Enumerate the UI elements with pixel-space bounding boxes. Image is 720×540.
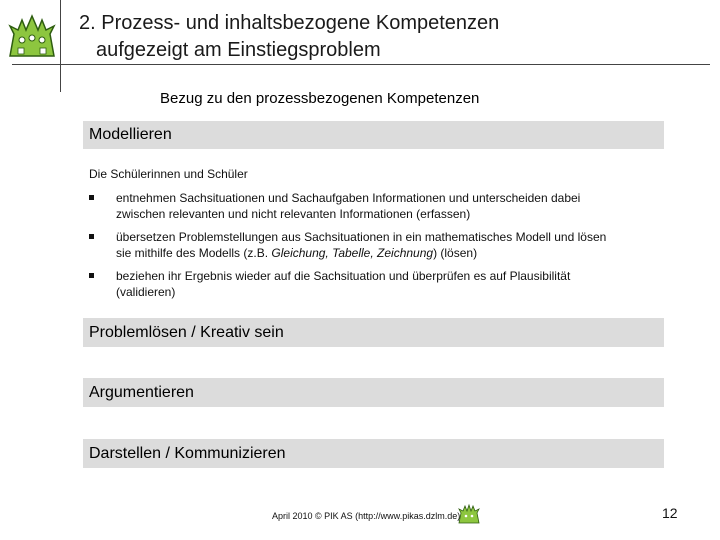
footer-credit: April 2010 © PIK AS (http://www.pikas.dzlm.de) xyxy=(272,511,461,521)
bullet-text: übersetzen Problemstellungen aus Sachsituationen in ein mathematisches Modell und lösen xyxy=(116,230,607,244)
header-horizontal-rule xyxy=(12,64,710,65)
page-number: 12 xyxy=(662,505,678,521)
header-vertical-rule xyxy=(60,0,61,92)
section-bar-darstellen xyxy=(83,439,664,468)
modellieren-intro: Die Schülerinnen und Schüler xyxy=(89,167,248,181)
section-label: Argumentieren xyxy=(89,383,194,401)
section-label: Modellieren xyxy=(89,126,172,143)
bullet-text: beziehen ihr Ergebnis wieder auf die Sachsituation und überprüfen es auf Plausibilität xyxy=(116,269,571,283)
section-label: Problemlösen / Kreativ sein xyxy=(89,323,284,341)
slide-title-line-1: 2. Prozess- und inhaltsbezogene Kompetenzen xyxy=(79,12,500,34)
pikas-mini-logo-icon xyxy=(457,503,481,525)
list-item xyxy=(89,190,669,222)
slide-title xyxy=(79,10,499,64)
bullet-square-icon xyxy=(89,195,94,200)
bullet-text-italic: Gleichung, Tabelle, Zeichnung xyxy=(271,246,434,260)
slide-title-line-2: aufgezeigt am Einstiegsproblem xyxy=(96,39,381,61)
bullet-text: sie mithilfe des Modells (z.B. xyxy=(116,246,272,260)
bullet-text: (validieren) xyxy=(116,285,176,299)
subheading: Bezug zu den prozessbezogenen Kompetenzen xyxy=(160,90,480,107)
bullet-square-icon xyxy=(89,273,94,278)
bullet-text: zwischen relevanten und nicht relevanten Informationen (erfassen) xyxy=(116,207,471,221)
bullet-text: ) (lösen) xyxy=(433,246,478,260)
pikas-logo-icon xyxy=(6,12,58,62)
section-label: Darstellen / Kommunizieren xyxy=(89,444,286,462)
list-item xyxy=(89,229,669,261)
bullet-square-icon xyxy=(89,234,94,239)
bullet-text: entnehmen Sachsituationen und Sachaufgaben Informationen und unterscheiden dabei xyxy=(116,191,581,205)
section-bar-problemloesen xyxy=(83,318,664,347)
modellieren-bullet-list xyxy=(89,190,669,307)
section-bar-argumentieren xyxy=(83,378,664,407)
list-item xyxy=(89,268,669,300)
section-bar-modellieren xyxy=(83,121,664,149)
